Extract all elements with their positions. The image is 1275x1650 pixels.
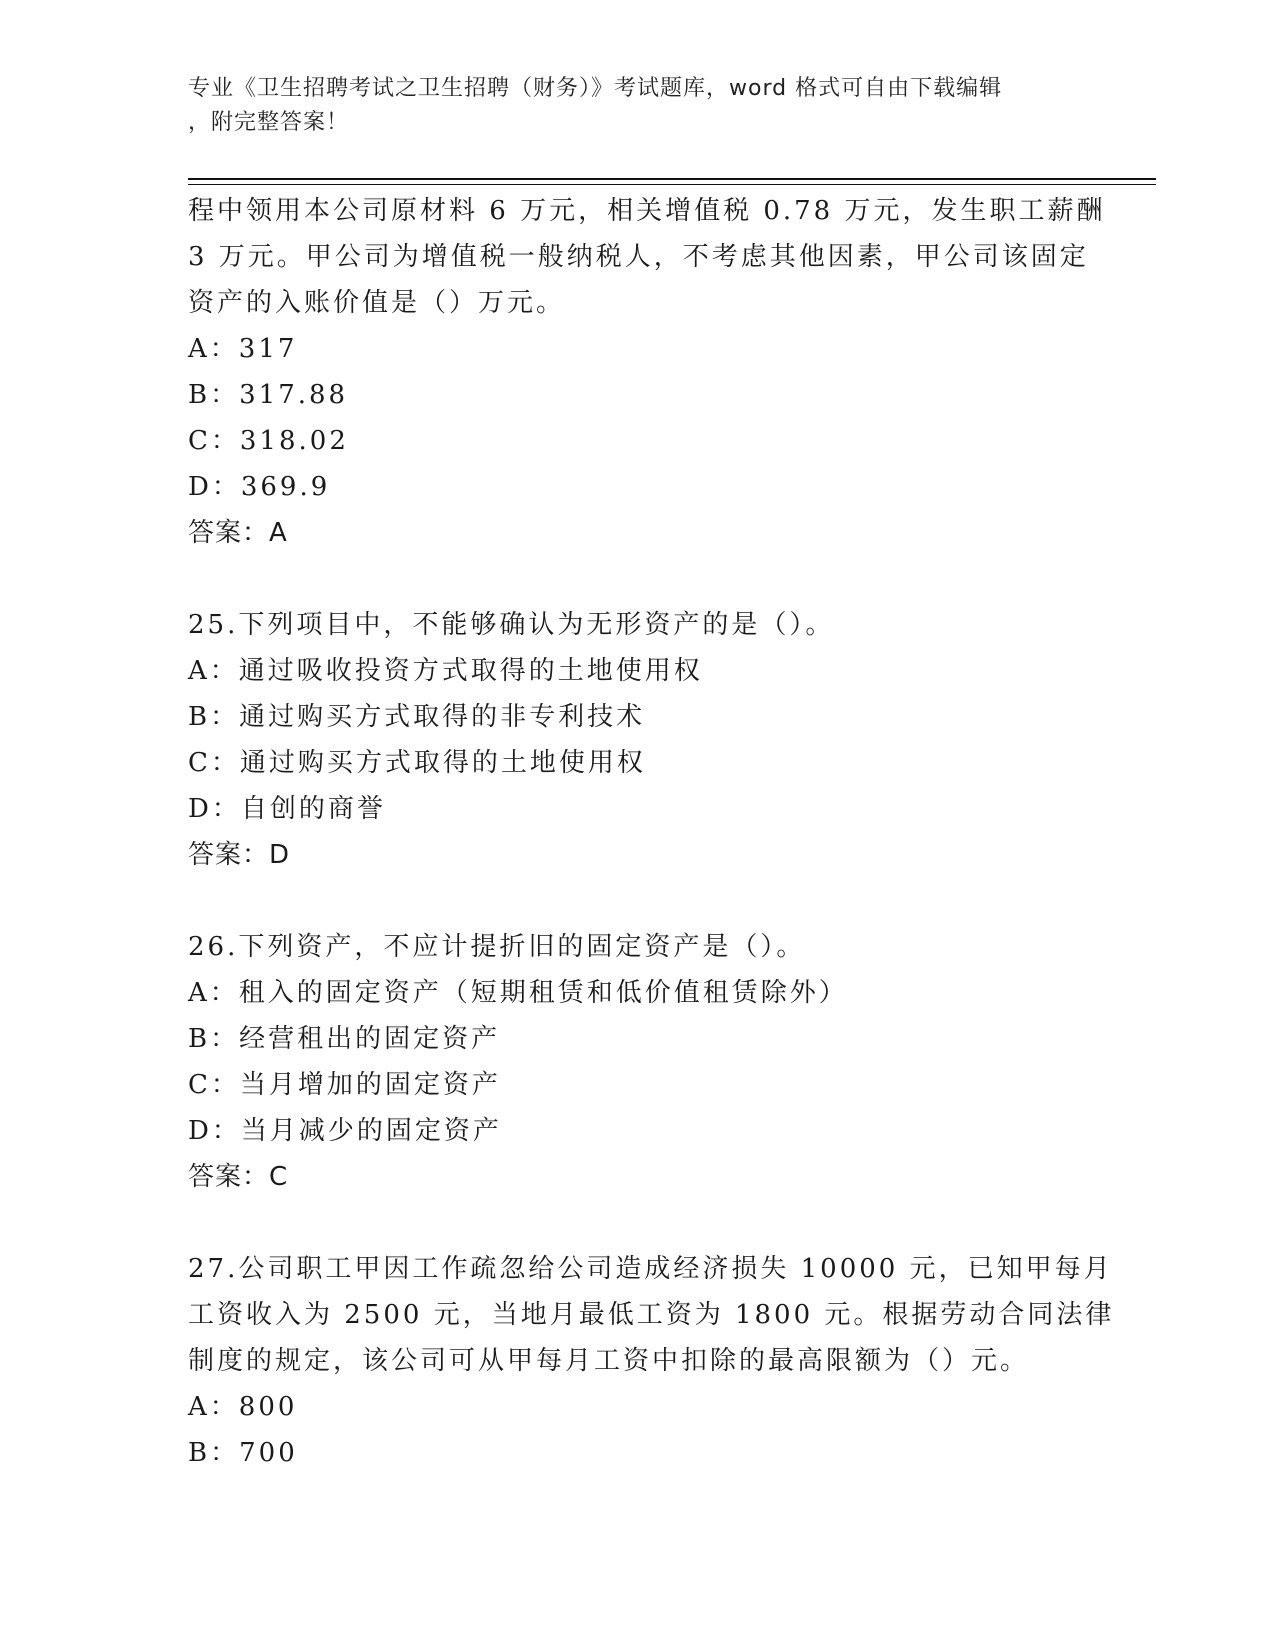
spacer bbox=[188, 878, 1088, 924]
option-d: D：自创的商誉 bbox=[188, 794, 386, 824]
question-stem-line: 程中领用本公司原材料 6 万元，相关增值税 0.78 万元，发生职工薪酬 bbox=[188, 196, 1106, 226]
header-title-line1: 专业《卫生招聘考试之卫生招聘（财务）》考试题库，word 格式可自由下载编辑 bbox=[188, 76, 1003, 101]
option-a: A：800 bbox=[188, 1392, 298, 1422]
question-26 bbox=[188, 924, 1088, 1200]
answer-label: 答案：A bbox=[188, 518, 288, 548]
answer-label: 答案：C bbox=[188, 1162, 289, 1192]
question-stem-line: 工资收入为 2500 元，当地月最低工资为 1800 元。根据劳动合同法律 bbox=[188, 1300, 1115, 1330]
question-25 bbox=[188, 602, 1088, 878]
spacer bbox=[188, 1200, 1088, 1246]
question-stem-line: 资产的入账价值是（）万元。 bbox=[188, 288, 566, 318]
option-b: B：经营租出的固定资产 bbox=[188, 1024, 501, 1054]
header-divider-thin bbox=[188, 184, 1156, 185]
answer-label: 答案：D bbox=[188, 840, 291, 870]
option-a: A：317 bbox=[188, 334, 298, 364]
option-c: C：当月增加的固定资产 bbox=[188, 1070, 501, 1100]
option-b: B：317.88 bbox=[188, 380, 349, 410]
question-stem: 25.下列项目中，不能够确认为无形资产的是（）。 bbox=[188, 610, 835, 640]
question-stem-line: 3 万元。甲公司为增值税一般纳税人，不考虑其他因素，甲公司该固定 bbox=[188, 242, 1089, 272]
question-list bbox=[188, 188, 1115, 1476]
option-d: D：当月减少的固定资产 bbox=[188, 1116, 502, 1146]
header-title-line2: ，附完整答案！ bbox=[188, 110, 350, 135]
option-b: B：通过购买方式取得的非专利技术 bbox=[188, 702, 646, 732]
spacer bbox=[188, 556, 1088, 602]
question-stem-line: 27.公司职工甲因工作疏忽给公司造成经济损失 10000 元，已知甲每月 bbox=[188, 1254, 1113, 1284]
question-stem: 26.下列资产，不应计提折旧的固定资产是（）。 bbox=[188, 932, 806, 962]
option-d: D：369.9 bbox=[188, 472, 331, 502]
question-stem-line: 制度的规定，该公司可从甲每月工资中扣除的最高限额为（）元。 bbox=[188, 1346, 1030, 1376]
header-divider-thick bbox=[188, 178, 1156, 180]
option-c: C：318.02 bbox=[188, 426, 349, 456]
option-a: A：通过吸收投资方式取得的土地使用权 bbox=[188, 656, 703, 686]
option-c: C：通过购买方式取得的土地使用权 bbox=[188, 748, 646, 778]
option-a: A：租入的固定资产（短期租赁和低价值租赁除外） bbox=[188, 978, 848, 1008]
question-27 bbox=[188, 1246, 1115, 1476]
question-24-continued bbox=[188, 188, 1106, 556]
option-b: B：700 bbox=[188, 1438, 298, 1468]
document-header bbox=[188, 72, 1068, 140]
